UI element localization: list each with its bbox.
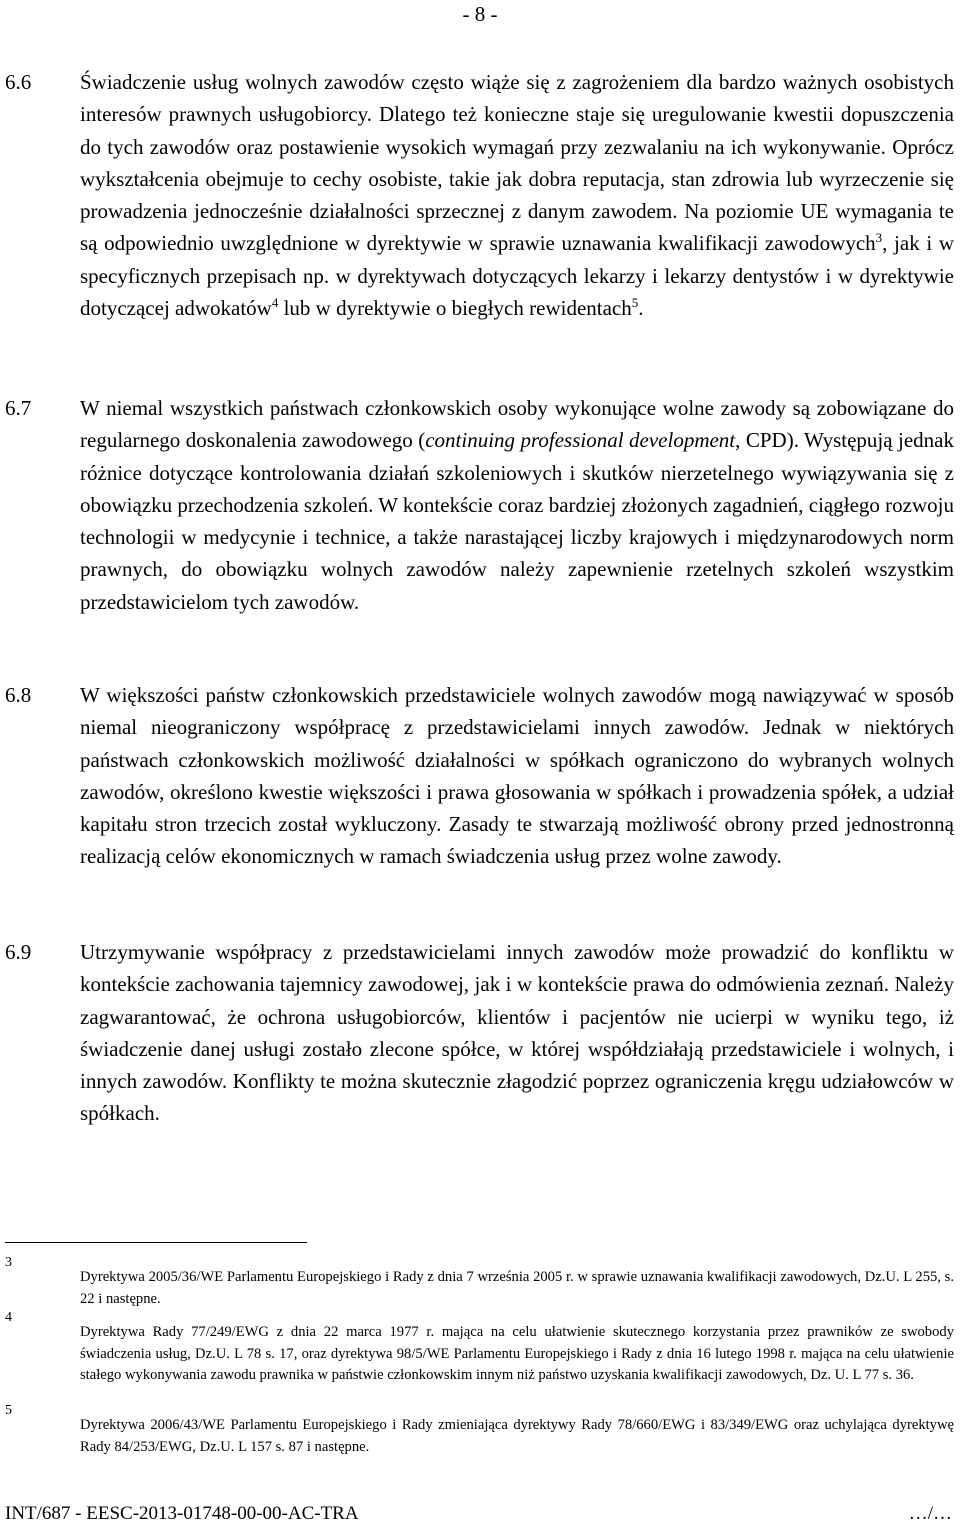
paragraph-number: 6.6: [5, 70, 32, 94]
paragraph-text: [80, 392, 954, 618]
footnote-number: 4: [5, 1310, 12, 1325]
text-run: , jak i w specyficznych przepisach np. w dyrektywach dotyczących lekarzy i lekarzy dentystów i w dyrektywie dotyczącej adwokatów: [80, 231, 954, 321]
text-run: W większości państw członkowskich przedstawiciele wolnych zawodów mogą nawiązywać w sposób niemal nieograniczony współpracę z przedstawicielami innych zawodów. Jednak w niektórych państwach członkowskich możliwość działalności w spółkach ograniczono do wybranych wolnych zawodów, określono kwestie większości i prawa głosowania w spółkach i prowadzenia spółek, a udział kapitału stron trzecich został wykluczony. Zasady te stwarzają możliwość obrony przed jednostronną realizacją celów ekonomicznych w ramach świadczenia usług przez wolne zawody.: [80, 683, 954, 869]
paragraph-text: [80, 66, 954, 324]
footnote-text: Dyrektywa 2006/43/WE Parlamentu Europejskiego i Rady zmieniająca dyrektywy Rady 78/660/EWG i 83/349/EWG oraz uchylająca dyrektywę Rady 84/253/EWG, Dz.U. L 157 s. 87 i następne.: [80, 1417, 954, 1455]
paragraph-6-9: [0, 936, 960, 1136]
footnote-text: Dyrektywa 2005/36/WE Parlamentu Europejskiego i Rady z dnia 7 września 2005 r. w sprawie uznawania kwalifikacji zawodowych, Dz.U. L 255, s. 22 i następne.: [80, 1269, 954, 1307]
paragraph-6-7: [0, 392, 960, 652]
paragraph-text: [80, 679, 954, 873]
text-run: Utrzymywanie współpracy z przedstawicielami innych zawodów może prowadzić do konfliktu w kontekście zachowania tajemnicy zawodowej, jak i w kontekście prawa do odmówienia zeznań. Należy zagwarantować, że ochrona usługobiorców, klientów i pacjentów nie ucierpi w wyniku tego, iż świadczenie danej usługi zostało zlecone spółce, w której współdziałają przedstawiciele i wolnych, i innych zawodów. Konflikty te można skutecznie złagodzić poprzez ograniczenia kręgu udziałowców w spółkach.: [80, 940, 954, 1126]
footnote-separator: [5, 1242, 307, 1243]
document-reference: INT/687 - EESC-2013-01748-00-00-AC-TRA: [5, 1503, 359, 1524]
text-run: .: [638, 296, 644, 321]
footnote-ref-3[interactable]: 3: [875, 230, 883, 246]
footnote-ref-4[interactable]: 4: [271, 295, 279, 311]
continuation-mark: …/…: [908, 1503, 952, 1524]
footnote-text: Dyrektywa Rady 77/249/EWG z dnia 22 marca 1977 r. mająca na celu ułatwienie skutecznego korzystania przez prawników ze swobody świadczenia usług, Dz.U. L 78 s. 17, oraz dyrektywa 98/5/WE Parlamentu Europejskiego i Rady z dnia 16 lutego 1998 r. mająca na celu ułatwienie stałego wykonywania zawodu prawnika w państwie członkowskim innym niż państwo uzyskania kwalifikacji zawodowych, Dz. U. L 77 s. 36.: [80, 1324, 954, 1383]
italic-term: continuing professional development: [425, 428, 736, 453]
text-run: , CPD). Występują jednak różnice dotyczące kontrolowania działań szkoleniowych i skutków nierzetelnego wywiązywania się z obowiązku przechodzenia szkoleń. W kontekście coraz bardziej złożonych zagadnień, ciągłego rozwoju technologii w medycynie i technice, a także narastającej liczby krajowych i międzynarodowych norm prawnych, do obowiązku wolnych zawodów należy zapewnienie rzetelnych szkoleń wszystkim przedstawicielom tych zawodów.: [80, 428, 954, 614]
footnote-ref-5[interactable]: 5: [631, 295, 639, 311]
text-run: lub w dyrektywie o biegłych rewidentach: [278, 296, 632, 321]
page-number: - 8 -: [462, 2, 498, 26]
text-run: Świadczenie usług wolnych zawodów często wiąże się z zagrożeniem dla bardzo ważnych osobistych interesów prawnych usługobiorcy. Dlatego też konieczne staje się uregulowanie kwestii dopuszczenia do tych zawodów oraz postawienie wysokich wymagań przy zezwalaniu na ich wykonywanie. Oprócz wykształcenia obejmuje to cechy osobiste, takie jak dobra reputacja, stan zdrowia lub wyrzeczenie się prowadzenia jednocześnie działalności sprzecznej z danym zawodem. Na poziomie UE wymagania te są odpowiednio uwzględnione w dyrektywie w sprawie uznawania kwalifikacji zawodowych: [80, 70, 954, 256]
text-run: W niemal wszystkich państwach członkowskich osoby wykonujące wolne zawody są zobowiązane do regularnego doskonalenia zawodowego (: [80, 396, 954, 453]
paragraph-text: [80, 936, 954, 1130]
paragraph-6-6: [0, 66, 960, 366]
paragraph-number: 6.7: [5, 396, 32, 420]
footnote-number: 3: [5, 1255, 12, 1270]
footnote-number: 5: [5, 1403, 12, 1418]
paragraph-number: 6.8: [5, 683, 32, 707]
paragraph-6-8: [0, 679, 960, 909]
paragraph-number: 6.9: [5, 940, 32, 964]
